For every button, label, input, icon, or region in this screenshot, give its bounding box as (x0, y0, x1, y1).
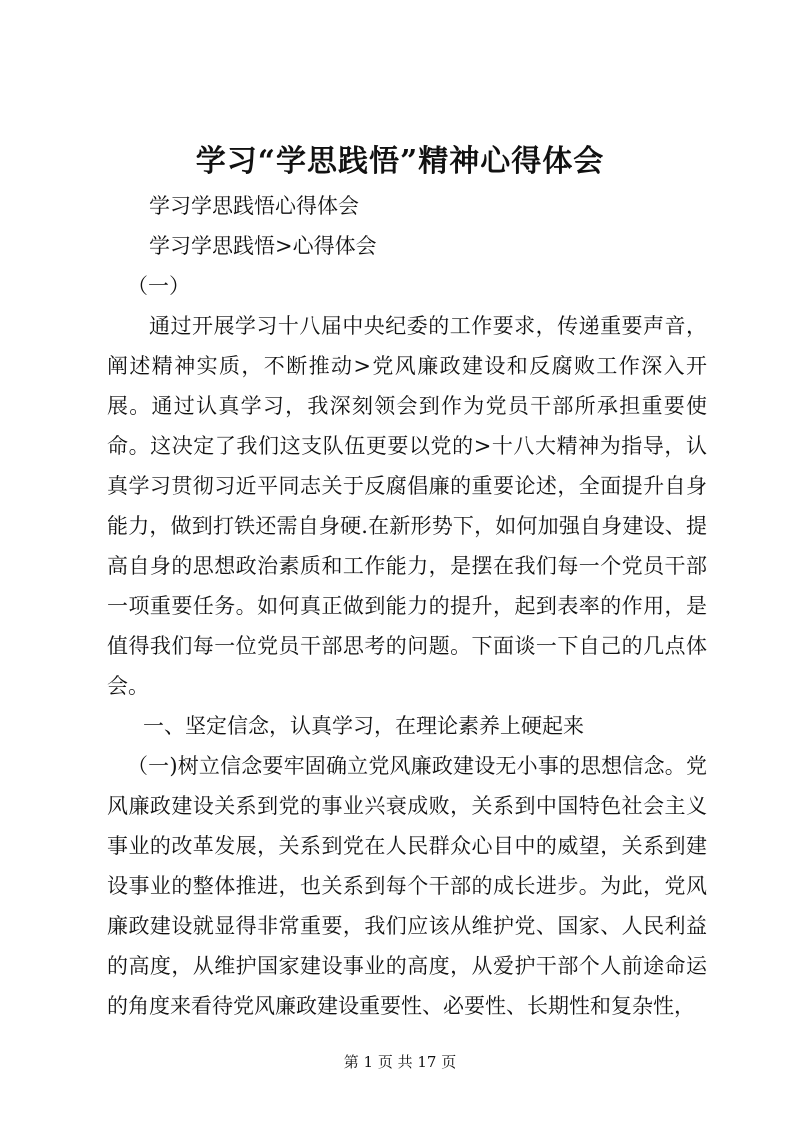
document-title: 学习“学思践悟”精神心得体会 (195, 144, 605, 179)
section-heading: 一、坚定信念，认真学习，在理论素养上硬起来 (143, 714, 584, 738)
page-number-footer: 第 1 页 共 17 页 (343, 1053, 457, 1071)
body-paragraph: 通过开展学习十八届中央纪委的工作要求，传递重要声音，阐述精神实质，不断推动>党风廉政建设和反腐败工作深入开展。通过认真学习，我深刻领会到作为党员干部所承担重要使命。这决定了我们这支队伍更要以党的>十八大精神为指导，认真学习贯彻习近平同志关于反腐倡廉的重要论述，全面提升自身能力，做到打铁还需自身硬.在新形势下，如何加强自身建设、提高自身的思想政治素质和工作能力，是摆在我们每一个党员干部一项重要任务。如何真正做到能力的提升，起到表率的作用，是值得我们每一位党员干部思考的问题。下面谈一下自己的几点体会。 (107, 314, 707, 698)
section-marker: （一） (127, 274, 190, 298)
document-body (107, 186, 707, 1026)
body-paragraph: （一)树立信念要牢固确立党风廉政建设无小事的思想信念。党风廉政建设关系到党的事业兴衰成败，关系到中国特色社会主义事业的改革发展，关系到党在人民群众心目中的威望，关系到建设事业的整体推进，也关系到每个干部的成长进步。为此，党风廉政建设就显得非常重要，我们应该从维护党、国家、人民利益的高度，从维护国家建设事业的高度，从爱护干部个人前途命运的角度来看待党风廉政建设重要性、必要性、长期性和复杂性， (107, 754, 707, 1018)
subtitle-line: 学习学思践悟>心得体会 (149, 234, 377, 258)
subtitle-line: 学习学思践悟心得体会 (149, 194, 359, 218)
